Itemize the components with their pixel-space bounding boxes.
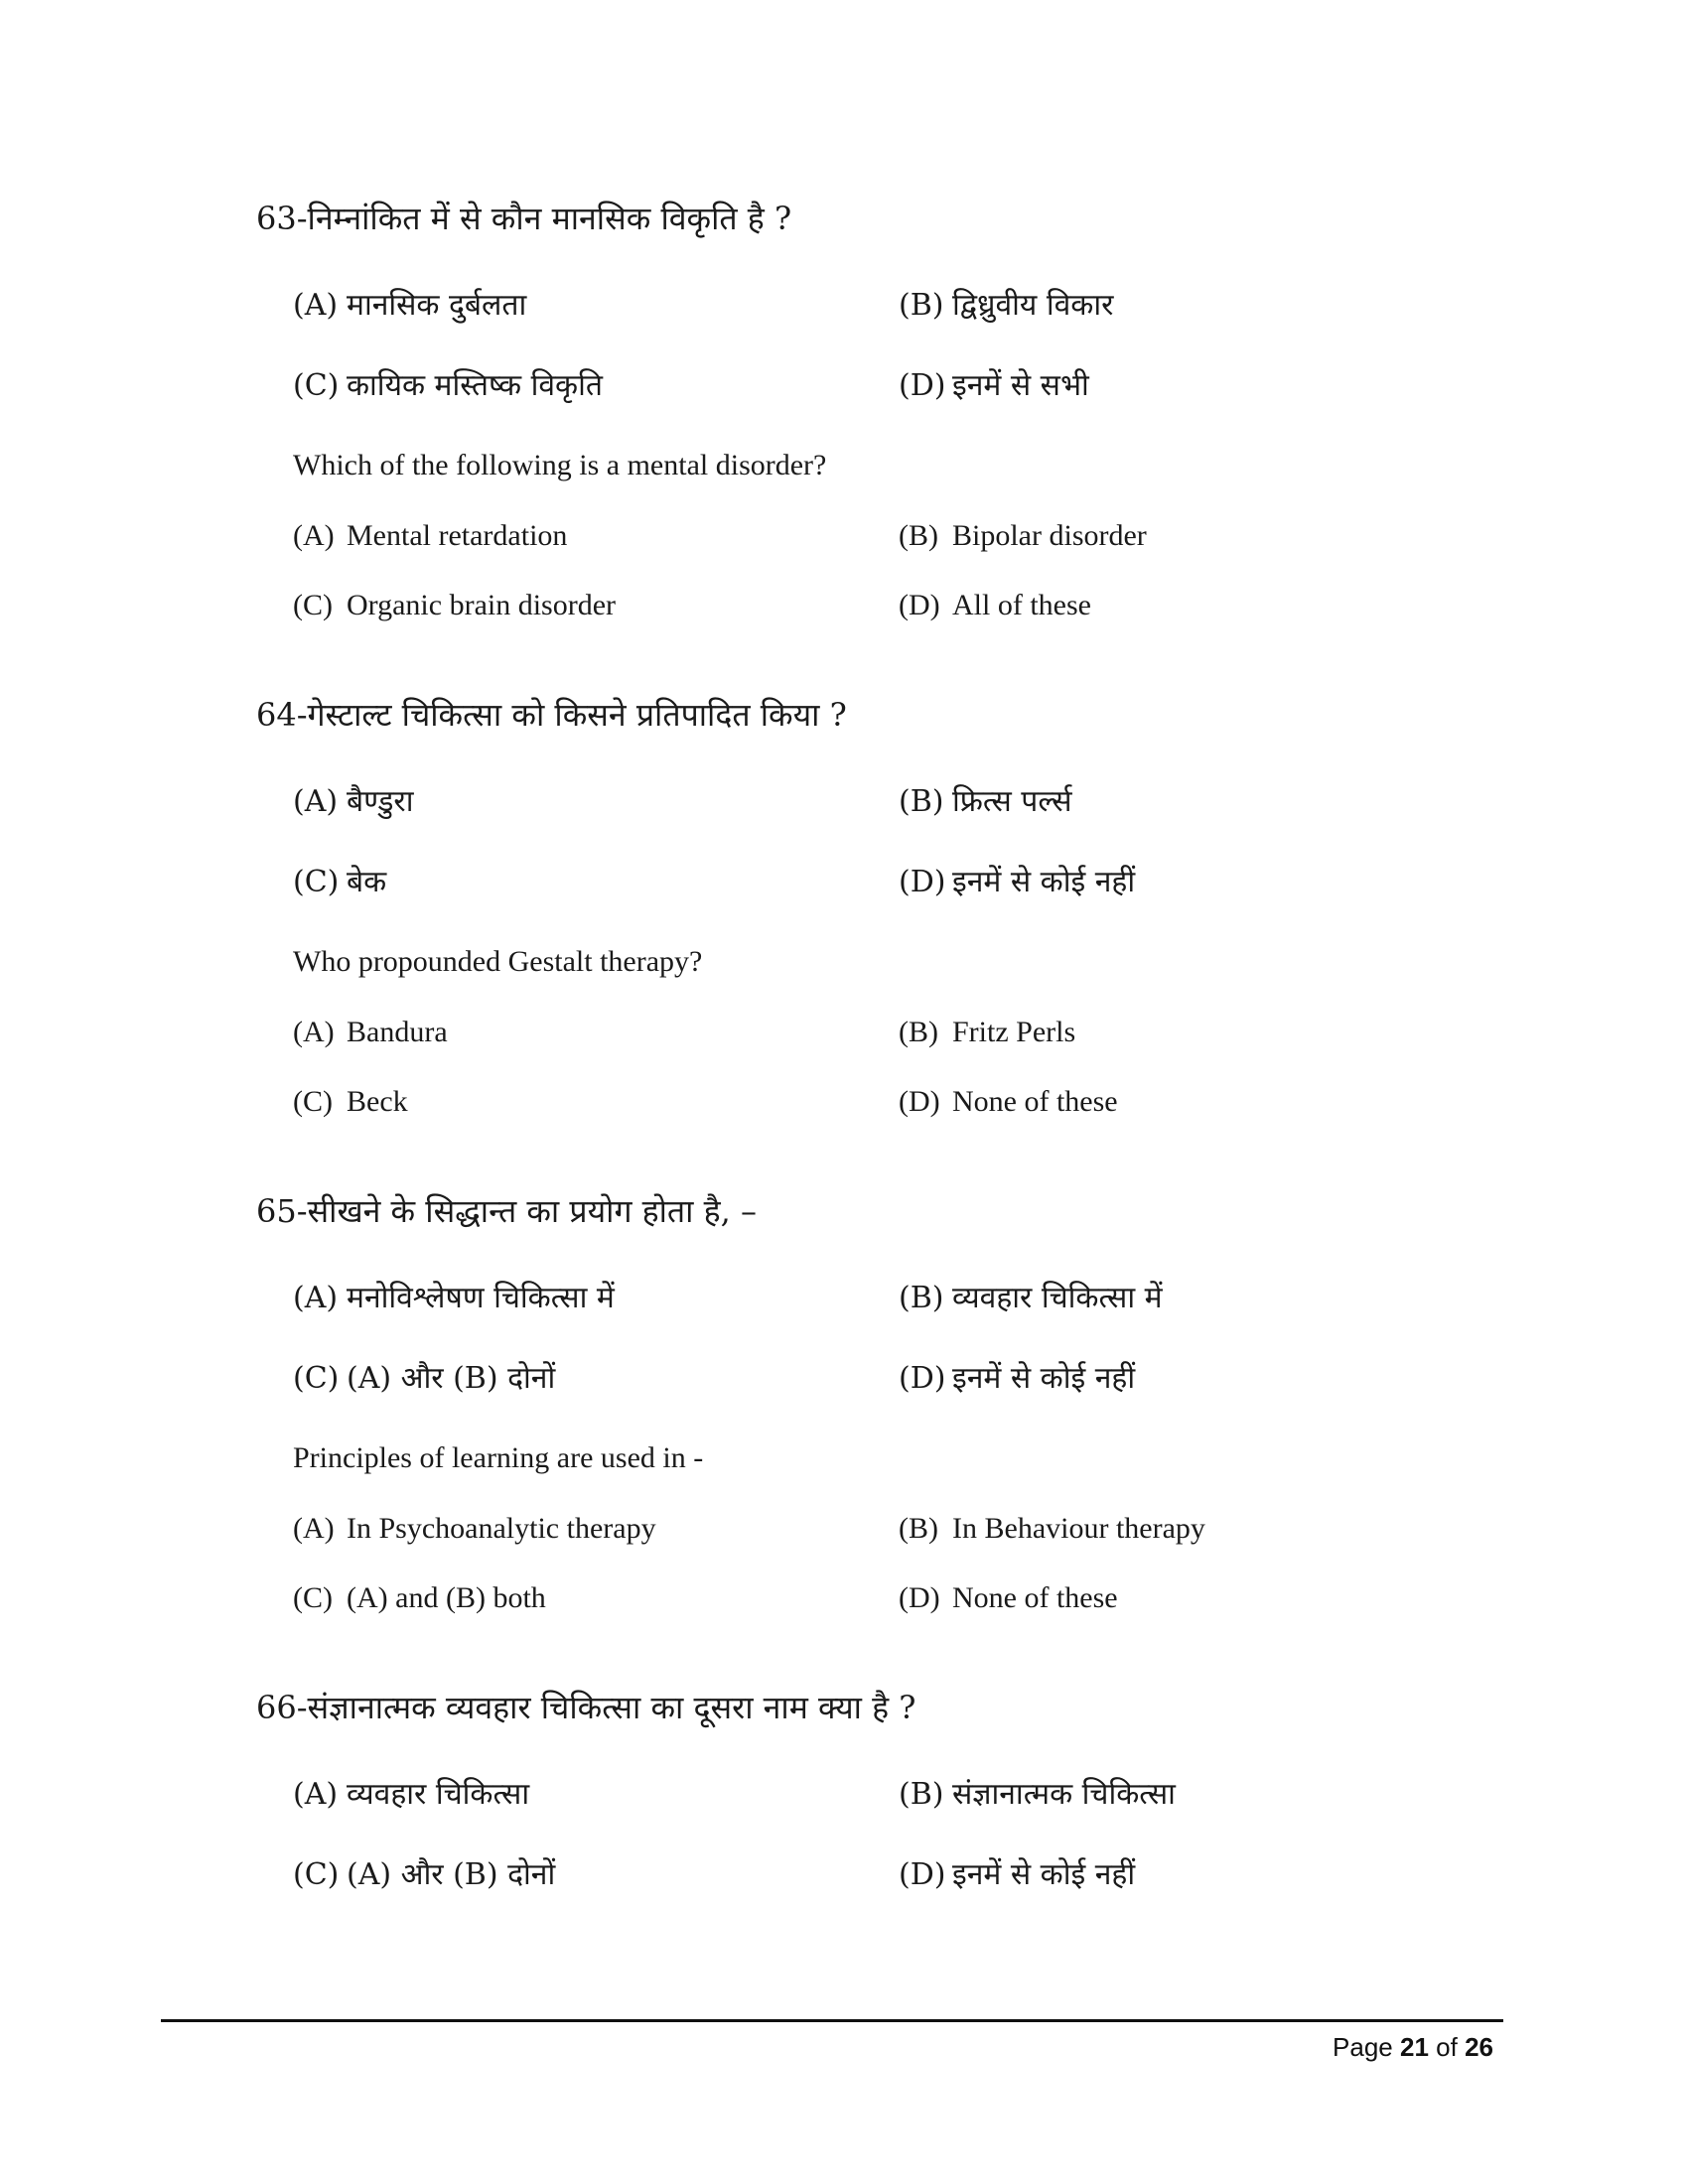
- option-b-hindi: (B) द्विध्रुवीय विकार: [899, 288, 1114, 323]
- option-c-english: (C) Organic brain disorder: [293, 589, 617, 621]
- option-b-english: (B) Bipolar disorder: [899, 519, 1147, 552]
- option-c-hindi: (C) (A) और (B) दोनों: [293, 1361, 556, 1396]
- option-c-english: (C) (A) and (B) both: [293, 1581, 546, 1614]
- option-a-english: (A) Bandura: [293, 1016, 448, 1048]
- option-c-english: (C) Beck: [293, 1085, 408, 1118]
- option-d-english: (D) None of these: [899, 1581, 1118, 1614]
- option-a-hindi: (A) बैण्डुरा: [293, 784, 414, 819]
- option-b-english: (B) Fritz Perls: [899, 1016, 1076, 1048]
- question-hindi-text: 65-सीखने के सिद्धान्त का प्रयोग होता है, –: [256, 1192, 757, 1230]
- option-a-english: (A) Mental retardation: [293, 519, 568, 552]
- option-d-english: (D) All of these: [899, 589, 1091, 621]
- question-hindi-text: 66-संज्ञानात्मक व्यवहार चिकित्सा का दूसरा नाम क्या है ?: [256, 1689, 916, 1726]
- option-d-hindi: (D) इनमें से कोई नहीं: [899, 1857, 1136, 1892]
- question-english-text: Principles of learning are used in -: [293, 1441, 704, 1474]
- option-a-hindi: (A) व्यवहार चिकित्सा: [293, 1777, 530, 1812]
- footer-divider: [161, 2019, 1503, 2022]
- option-d-hindi: (D) इनमें से सभी: [899, 368, 1089, 403]
- option-d-english: (D) None of these: [899, 1085, 1118, 1118]
- question-hindi-text: 63-निम्नांकित में से कौन मानसिक विकृति है ?: [256, 200, 792, 237]
- option-c-hindi: (C) कायिक मस्तिष्क विकृति: [293, 368, 603, 403]
- question-english-text: Which of the following is a mental disorder?: [293, 449, 827, 481]
- option-d-hindi: (D) इनमें से कोई नहीं: [899, 1361, 1136, 1396]
- page-number: Page 21 of 26: [1333, 2032, 1493, 2062]
- option-a-hindi: (A) मानसिक दुर्बलता: [293, 288, 527, 323]
- option-c-hindi: (C) बेक: [293, 865, 387, 899]
- question-hindi-text: 64-गेस्टाल्ट चिकित्सा को किसने प्रतिपादित किया ?: [256, 696, 847, 734]
- option-b-hindi: (B) संज्ञानात्मक चिकित्सा: [899, 1777, 1176, 1812]
- option-a-hindi: (A) मनोविश्लेषण चिकित्सा में: [293, 1281, 615, 1315]
- question-english-text: Who propounded Gestalt therapy?: [293, 945, 703, 978]
- option-b-hindi: (B) फ्रित्स पर्ल्स: [899, 784, 1072, 819]
- option-b-english: (B) In Behaviour therapy: [899, 1512, 1205, 1545]
- option-c-hindi: (C) (A) और (B) दोनों: [293, 1857, 556, 1892]
- option-d-hindi: (D) इनमें से कोई नहीं: [899, 865, 1136, 899]
- option-a-english: (A) In Psychoanalytic therapy: [293, 1512, 656, 1545]
- option-b-hindi: (B) व्यवहार चिकित्सा में: [899, 1281, 1163, 1315]
